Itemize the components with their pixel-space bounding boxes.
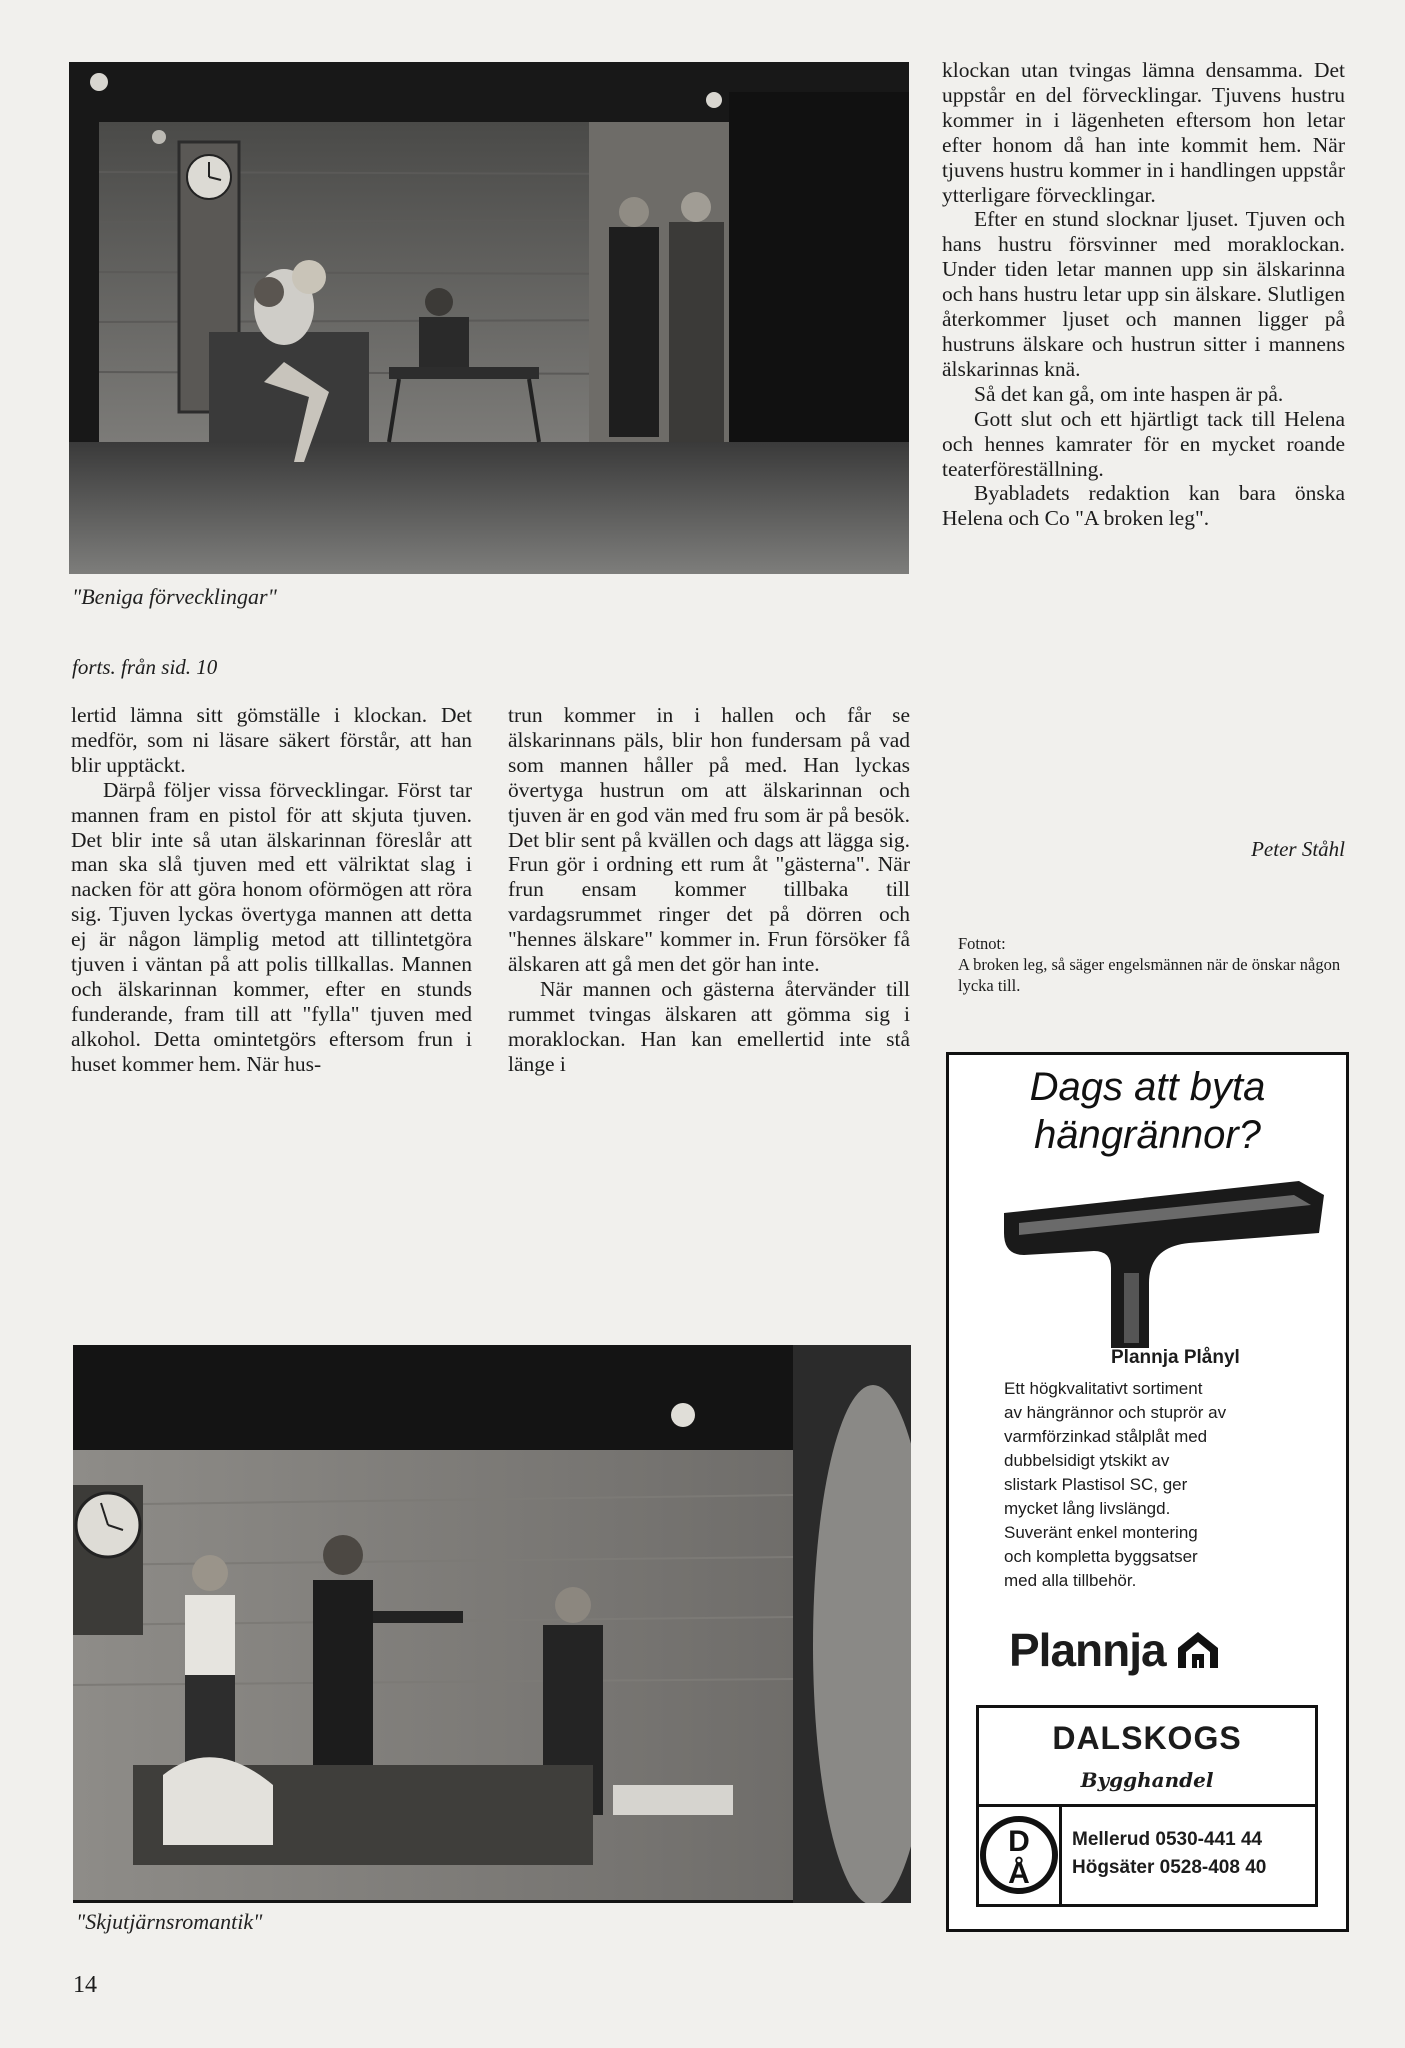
ad-description-line: mycket lång livslängd. [1004,1499,1171,1518]
ad-headline-line-1: Dags att byta [1029,1065,1266,1109]
brand-name: Plannja [1009,1624,1166,1676]
plannja-logo-icon [1176,1630,1220,1670]
phone-hogsater: Högsäter 0528-408 40 [1072,1857,1267,1878]
logo-letter-d: D [1008,1825,1030,1858]
ad-product-name: Plannja Plånyl [1111,1347,1240,1368]
plannja-brand [1009,1623,1220,1677]
bottom-photo-image [73,1345,911,1903]
ad-headline-line-2: hängrännor? [1034,1113,1261,1157]
article-paragraph: Så det kan gå, om inte haspen är på. [974,381,1284,406]
ad-description-line: av hängrännor och stuprör av [1004,1403,1227,1422]
da-logo-graphic [979,1807,1059,1904]
article-column-1 [71,703,472,1077]
ad-description-line: Ett högkvalitativt sortiment [1004,1379,1203,1398]
dealer-phones [1072,1826,1266,1882]
ad-description-line: och kompletta byggsatser [1004,1547,1198,1566]
ad-description-line: Suveränt enkel montering [1004,1523,1198,1542]
dealer-name: DALSKOGS [1052,1720,1242,1756]
page-number: 14 [73,1972,97,1998]
gutter-illustration [999,1173,1329,1353]
top-photo [69,62,909,574]
continued-note: forts. från sid. 10 [72,655,218,679]
dealer-subtitle: Bygghandel [1080,1768,1214,1792]
article-signature: Peter Ståhl [1251,837,1345,861]
article-paragraph: Efter en stund slocknar ljuset. Tjuven och hans hustru försvinner med moraklockan. Under tiden letar mannen upp sin älskarinna och hans hustru letar upp sin älskare. Slutligen återkommer ljuset och mannen ligger på hustruns älskare och hustrun sitter i mannens älskarinnas knä. [942,207,1345,381]
logo-letter-a: Å [1008,1857,1030,1890]
article-column-2 [508,703,910,1077]
ad-description-line: varmförzinkad stålplåt med [1004,1427,1208,1446]
article-paragraph: När mannen och gästerna återvänder till rummet tvingas älskaren att gömma sig i moraklockan. Han kan emellertid inte stå länge i [508,976,910,1076]
ad-description-line: med alla tillbehör. [1004,1571,1137,1590]
dealer-box [976,1705,1318,1907]
bottom-photo-caption: "Skjutjärnsromantik" [76,1909,263,1934]
ad-description [1004,1377,1324,1593]
top-photo-caption: "Beniga förvecklingar" [72,584,277,609]
article-paragraph: Byabladets redaktion kan bara önska Helena och Co "A broken leg". [942,481,1345,531]
phone-mellerud: Mellerud 0530-441 44 [1072,1829,1263,1850]
article-paragraph: lertid lämna sitt gömställe i klockan. Det medför, som ni läsare säkert förstår, att han blir upptäckt. [71,703,472,777]
ad-headline [949,1063,1346,1159]
article-paragraph: trun kommer in i hallen och får se älskarinnans päls, blir hon fundersam på vad som mannen håller på med. Han lyckas övertyga hustrun om att älskarinnan och tjuven är en god vän med fru som är på besök. Det blir sent på kvällen och dags att lägga sig. Frun gör i ordning ett rum åt "gästerna". När frun ensam kommer tillbaka till vardagsrummet ringer det på dörren och "hennes älskare" kommer in. Frun försöker få älskaren att gå men det gör han inte. [508,703,910,977]
bottom-photo [73,1345,911,1903]
ad-description-line: dubbelsidigt ytskikt av [1004,1451,1170,1470]
footnote-label: Fotnot: [958,934,1006,953]
article-column-3 [942,58,1345,531]
ad-description-line: slistark Plastisol SC, ger [1004,1475,1188,1494]
article-paragraph: klockan utan tvingas lämna densamma. Det uppstår en del förvecklingar. Tjuvens hustru kommer in i lägenheten eftersom hon letar efter honom då han inte kommit hem. När tjuvens hustru kommer in i handlingen uppstår ytterligare förvecklingar. [942,58,1345,207]
da-logo [979,1807,1062,1904]
advertisement [946,1052,1349,1932]
top-photo-image [69,62,909,574]
footnote-text: A broken leg, så säger engelsmännen när de önskar någon lycka till. [958,955,1341,995]
article-paragraph: Gott slut och ett hjärtligt tack till Helena och hennes kamrater för en mycket roande teaterföreställning. [942,406,1345,481]
article-paragraph: Därpå följer vissa förvecklingar. Först tar mannen fram en pistol för att skjuta tjuven. Det blir inte så utan älskarinnan föreslår att man ska slå tjuven med ett välriktat slag i nacken för att göra honom oförmögen att röra sig. Tjuven lyckas övertyga mannen att detta ej är någon lämplig metod att tillintetgöra tjuven i väntan på att polis tillkallas. Mannen och älskarinnan kommer, efter en stunds funderande, fram till att "fylla" tjuven med alkohol. Detta omintetgörs eftersom frun i huset kommer hem. När hus- [71,777,472,1076]
footnote [958,933,1353,996]
